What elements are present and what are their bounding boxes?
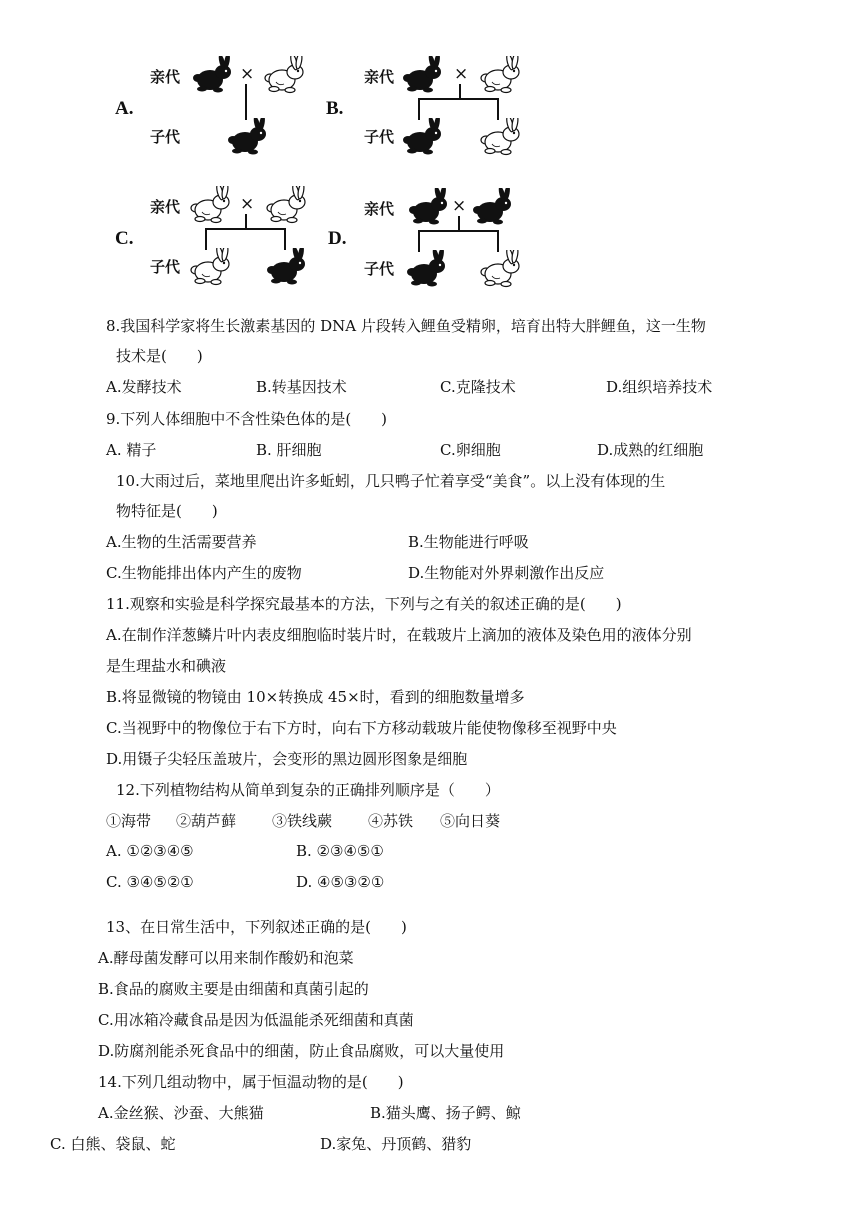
- inheritance-line: [245, 84, 247, 120]
- question-stem: 11.观察和实验是科学探究最基本的方法，下列与之有关的叙述正确的是( ): [106, 595, 622, 613]
- parent-rabbit-black: [400, 56, 444, 96]
- option-letter-d: D.: [328, 228, 347, 249]
- child-rabbit-white: [188, 248, 232, 288]
- choice-b: B. 肝细胞: [256, 441, 322, 459]
- parent-label: 亲代: [150, 198, 181, 216]
- choice-d: D.成熟的红细胞: [597, 441, 704, 459]
- inheritance-line: [418, 230, 420, 252]
- choice-d: D.用镊子尖轻压盖玻片，会变形的黑边圆形图象是细胞: [106, 750, 468, 768]
- choice-c: C.克隆技术: [440, 378, 516, 396]
- choice-a: A.金丝猴、沙蚕、大熊猫: [98, 1104, 264, 1122]
- child-label: 子代: [364, 128, 395, 146]
- choice-c: C.卵细胞: [440, 441, 501, 459]
- child-label: 子代: [150, 258, 181, 276]
- cross-symbol: ×: [240, 64, 255, 84]
- choice-b: B.将显微镜的物镜由 10×转换成 45×时，看到的细胞数量增多: [106, 688, 525, 706]
- question-stem: 14.下列几组动物中，属于恒温动物的是( ): [98, 1073, 404, 1091]
- choice-c: C.用冰箱冷藏食品是因为低温能杀死细菌和真菌: [98, 1011, 414, 1029]
- cross-symbol: ×: [452, 196, 467, 216]
- inheritance-line: [497, 98, 499, 120]
- choice-b: B. ②③④⑤①: [296, 842, 384, 860]
- child-rabbit-white: [478, 118, 522, 158]
- parent-rabbit-white: [188, 186, 232, 226]
- choice-d: D.防腐剂能杀死食品中的细菌，防止食品腐败，可以大量使用: [98, 1042, 505, 1060]
- choice-d: D. ④⑤③②①: [296, 873, 385, 891]
- choice-c: C. 白熊、袋鼠、蛇: [50, 1135, 176, 1153]
- question-stem-cont: 物特征是( ): [116, 502, 218, 520]
- plant-item: ⑤向日葵: [440, 812, 501, 830]
- inheritance-line: [497, 230, 499, 252]
- parent-rabbit-black: [470, 188, 514, 228]
- inheritance-line: [418, 98, 420, 120]
- choice-b: B.食品的腐败主要是由细菌和真菌引起的: [98, 980, 369, 998]
- question-stem: 8.我国科学家将生长激素基因的 DNA 片段转入鲤鱼受精卵，培育出特大胖鲤鱼，这一生物: [106, 317, 706, 335]
- inheritance-line: [205, 228, 285, 230]
- plant-item: ③铁线蕨: [272, 812, 333, 830]
- option-letter-c: C.: [115, 228, 134, 249]
- choice-c: C. ③④⑤②①: [106, 873, 194, 891]
- option-letter-b: B.: [326, 98, 344, 119]
- child-rabbit-black: [225, 118, 269, 158]
- choice-a: A.发酵技术: [106, 378, 182, 396]
- cross-symbol: ×: [454, 64, 469, 84]
- option-letter-a: A.: [115, 98, 134, 119]
- parent-rabbit-white: [478, 56, 522, 96]
- choice-d: D.组织培养技术: [606, 378, 713, 396]
- inheritance-line: [284, 228, 286, 250]
- child-rabbit-black: [264, 248, 308, 288]
- plant-item: ①海带: [106, 812, 152, 830]
- parent-rabbit-black: [406, 188, 450, 228]
- choice-d: D.家兔、丹顶鹤、猎豹: [320, 1135, 472, 1153]
- cross-symbol: ×: [240, 194, 255, 214]
- child-rabbit-black: [400, 118, 444, 158]
- plant-item: ④苏铁: [368, 812, 414, 830]
- question-stem: 13、在日常生活中，下列叙述正确的是( ): [106, 918, 407, 936]
- choice-a-cont: 是生理盐水和碘液: [106, 657, 227, 675]
- question-stem: 10.大雨过后，菜地里爬出许多蚯蚓，几只鸭子忙着享受“美食”。以上没有体现的生: [116, 472, 666, 490]
- choice-d: D.生物能对外界刺激作出反应: [408, 564, 605, 582]
- choice-c: C.生物能排出体内产生的废物: [106, 564, 302, 582]
- parent-rabbit-white: [264, 186, 308, 226]
- inheritance-line: [418, 98, 498, 100]
- child-label: 子代: [364, 260, 395, 278]
- inheritance-line: [418, 230, 498, 232]
- child-label: 子代: [150, 128, 181, 146]
- inheritance-line: [458, 216, 460, 230]
- parent-rabbit-black: [190, 56, 234, 96]
- child-rabbit-white: [478, 250, 522, 290]
- child-rabbit-black: [404, 250, 448, 290]
- choice-b: B.猫头鹰、扬子鳄、鲸: [370, 1104, 521, 1122]
- question-stem-cont: 技术是( ): [116, 347, 203, 365]
- parent-rabbit-white: [262, 56, 306, 96]
- plant-item: ②葫芦藓: [176, 812, 237, 830]
- parent-label: 亲代: [364, 68, 395, 86]
- choice-b: B.转基因技术: [256, 378, 347, 396]
- question-stem: 9.下列人体细胞中不含性染色体的是( ): [106, 410, 388, 428]
- question-stem: 12.下列植物结构从简单到复杂的正确排列顺序是（ ）: [116, 781, 500, 799]
- choice-a: A.在制作洋葱鳞片叶内表皮细胞临时装片时，在载玻片上滴加的液体及染色用的液体分别: [106, 626, 692, 644]
- inheritance-line: [245, 214, 247, 228]
- inheritance-line: [459, 84, 461, 98]
- inheritance-line: [205, 228, 207, 250]
- parent-label: 亲代: [150, 68, 181, 86]
- choice-a: A.酵母菌发酵可以用来制作酸奶和泡菜: [98, 949, 354, 967]
- choice-b: B.生物能进行呼吸: [408, 533, 529, 551]
- choice-c: C.当视野中的物像位于右下方时，向右下方移动载玻片能使物像移至视野中央: [106, 719, 617, 737]
- choice-a: A. 精子: [106, 441, 157, 459]
- parent-label: 亲代: [364, 200, 395, 218]
- choice-a: A.生物的生活需要营养: [106, 533, 257, 551]
- choice-a: A. ①②③④⑤: [106, 842, 194, 860]
